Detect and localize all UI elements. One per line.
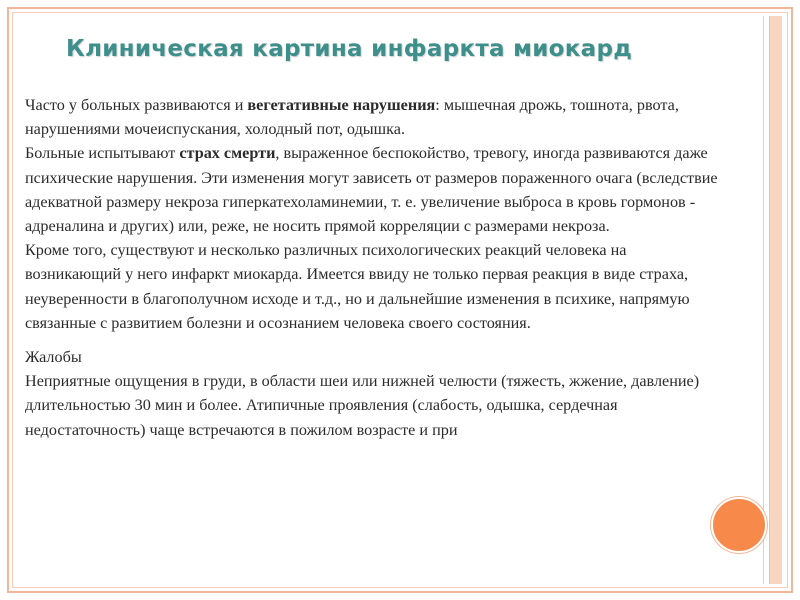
paragraph-fear — [25, 141, 725, 238]
slide-body — [25, 93, 725, 442]
paragraph-fear-suffix: , выраженное беспокойство, тревогу, иногда развиваются даже психические нарушения. Эти изменения могут зависеть от размеров пораженного очага (вследствие адекватной размеру некроза гиперкатехоламинемии, т. е. увеличение выброса в кровь гормонов - адреналина и других) или, реже, не носить прямой корреляции с размерами некроза. — [25, 144, 718, 236]
term-vegetative-disorders: вегетативные нарушения — [247, 96, 436, 114]
paragraph-vegetative-suffix: : мышечная дрожь, тошнота, рвота, нарушениями мочеиспускания, холодный пот, одышка. — [25, 96, 679, 139]
decorative-side-bar — [769, 16, 782, 584]
paragraph-fear-prefix: Больные испытывают — [25, 144, 180, 163]
decorative-side-line — [763, 16, 764, 584]
paragraph-vegetative-prefix: Часто у больных развиваются и — [25, 96, 248, 114]
complaints-heading: Жалобы — [25, 348, 82, 367]
paragraph-psychological: Кроме того, существуют и несколько различных психологических реакций человека на возникающий у него инфаркт миокарда. Имеется ввиду не только первая реакция в виде страха, неуверенности в благополучном исходе и т.д., но и дальнейшие изменения в психике, напрямую связанные с развитием болезни и осознанием человека своего состояния. — [25, 241, 690, 332]
paragraph-spacer — [25, 335, 725, 345]
term-fear-of-death: страх смерти — [179, 144, 276, 163]
slide-title: Клиническая картина инфаркта миокард — [66, 36, 633, 62]
decorative-circle — [711, 497, 767, 553]
complaints-text: Неприятные ощущения в груди, в области шеи или нижней челюсти (тяжесть, жжение, давление) длительностью 30 мин и более. Атипичные проявления (слабость, одышка, сердечная недостаточность) чаще встречаются в пожилом возрасте и при — [25, 372, 700, 439]
paragraph-vegetative — [25, 93, 725, 141]
